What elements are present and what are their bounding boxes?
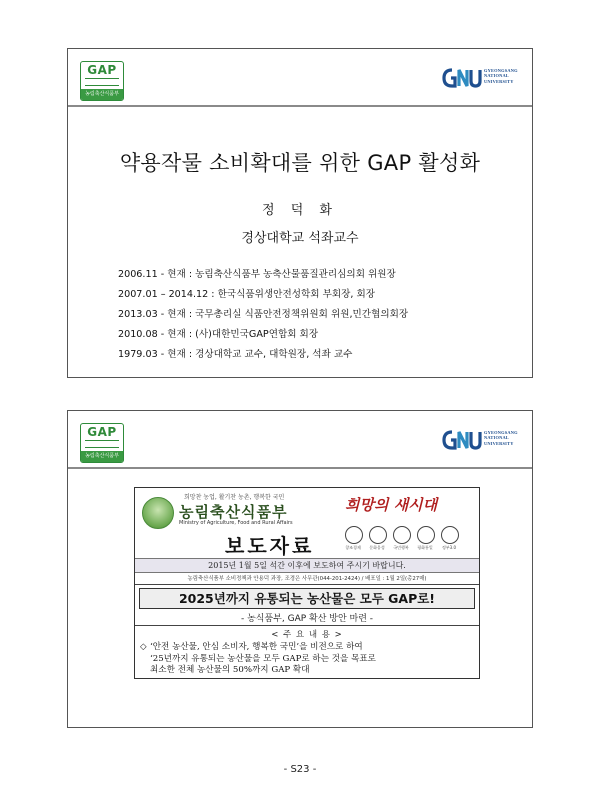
policy-icon-caption: 국민행복: [393, 545, 409, 550]
gap-certification-logo: [80, 61, 124, 101]
slide-1: [67, 48, 533, 378]
university-logo: [442, 67, 524, 89]
university-logo: [442, 429, 524, 451]
ministry-slogan: 희망찬 농업, 활기찬 농촌, 행복한 국민: [184, 494, 285, 501]
career-item: 1979.03 - 현재 : 경상대학교 교수, 대학원장, 석좌 교수: [118, 349, 353, 360]
hope-slogan: 희망의 새시대: [345, 496, 438, 514]
career-item: 2006.11 - 현재 : 농림축산식품부 농축산물품질관리심의회 위원장: [118, 269, 396, 280]
key-points: [140, 642, 376, 677]
university-name: [484, 68, 518, 84]
divider: [135, 584, 479, 585]
author-name: 정 덕 화: [262, 203, 338, 218]
university-name-line2: NATIONAL: [484, 435, 509, 441]
key-point-line: 최소한 전체 농산물의 50%까지 GAP 확대: [150, 665, 310, 675]
slide-header: [68, 411, 532, 469]
policy-icon-caption: 창조경제: [345, 545, 361, 550]
gap-certification-logo: [80, 423, 124, 463]
key-point-line: [140, 642, 376, 654]
press-release-title: 보도자료: [225, 534, 315, 558]
ministry-name: 농림축산식품부: [179, 503, 288, 521]
press-subheadline: - 농식품부, GAP 확산 방안 마련 -: [240, 614, 374, 624]
university-name-line1: GYEONGSANG: [484, 430, 518, 435]
gap-logo-word: GAP: [87, 63, 117, 77]
key-points-header: < 주 요 내 용 >: [271, 630, 343, 640]
career-item: 2007.01 – 2014.12 : 한국식품위생안전성학회 부회장, 회장: [118, 289, 376, 300]
presentation-title: 약용작물 소비확대를 위한 GAP 활성화: [119, 151, 481, 175]
diamond-bullet-icon: ◇: [140, 642, 147, 652]
gnu-logo-icon: [442, 429, 482, 451]
unification-icon: [417, 526, 435, 544]
career-list: [118, 265, 408, 365]
slide-header: [68, 49, 532, 107]
university-name-line3: UNIVERSITY: [484, 440, 514, 446]
gap-logo-band: 농림축산식품부: [81, 451, 123, 462]
policy-icon-caption: 문화융성: [369, 545, 385, 550]
happiness-icon: [393, 526, 411, 544]
policy-icon-caption: 평화통일: [417, 545, 433, 550]
ministry-english-name: Ministry of Agriculture, Food and Rural Affairs: [179, 520, 293, 526]
page-number: - S23 -: [283, 764, 317, 775]
government-icon: [441, 526, 459, 544]
culture-icon: [369, 526, 387, 544]
gap-logo-band: 농림축산식품부: [81, 89, 123, 100]
ministry-emblem-icon: [142, 497, 174, 529]
author-affiliation: 경상대학교 석좌교수: [241, 231, 359, 246]
university-name-line3: UNIVERSITY: [484, 78, 514, 84]
university-name: [484, 430, 518, 446]
slide-2: [67, 410, 533, 728]
key-point-line: ‘25년까지 유통되는 농산물을 모두 GAP로 하는 것을 목표로: [150, 653, 376, 664]
gnu-logo-icon: [442, 67, 482, 89]
career-item: 2013.03 - 현재 : 국무총리실 식품안전정책위원회 위원,민간협의회장: [118, 309, 409, 320]
key-point-text: ‘안전 농산물, 안심 소비자, 행복한 국민’을 비전으로 하여: [150, 642, 363, 652]
gap-logo-word: GAP: [87, 425, 117, 439]
contact-info: 농림축산식품부 소비정책과 안용덕 과장, 조경은 사무관(044-201-2424) / 배포일 : 1월 2일(총27매): [187, 576, 427, 582]
press-headline: 2025년까지 유통되는 농산물은 모두 GAP로!: [139, 588, 475, 609]
embargo-notice: 2015년 1월 5일 석간 이후에 보도하여 주시기 바랍니다.: [135, 558, 479, 573]
creative-economy-icon: [345, 526, 363, 544]
university-name-line2: NATIONAL: [484, 73, 509, 79]
gap-logo-subline: [85, 440, 119, 448]
press-release-image: [134, 487, 480, 679]
policy-icon-caption: 정부3.0: [441, 545, 457, 550]
gap-logo-subline: [85, 78, 119, 86]
university-name-line1: GYEONGSANG: [484, 68, 518, 73]
divider: [135, 625, 479, 626]
career-item: 2010.08 - 현재 : (사)대한민국GAP연합회 회장: [118, 329, 319, 340]
